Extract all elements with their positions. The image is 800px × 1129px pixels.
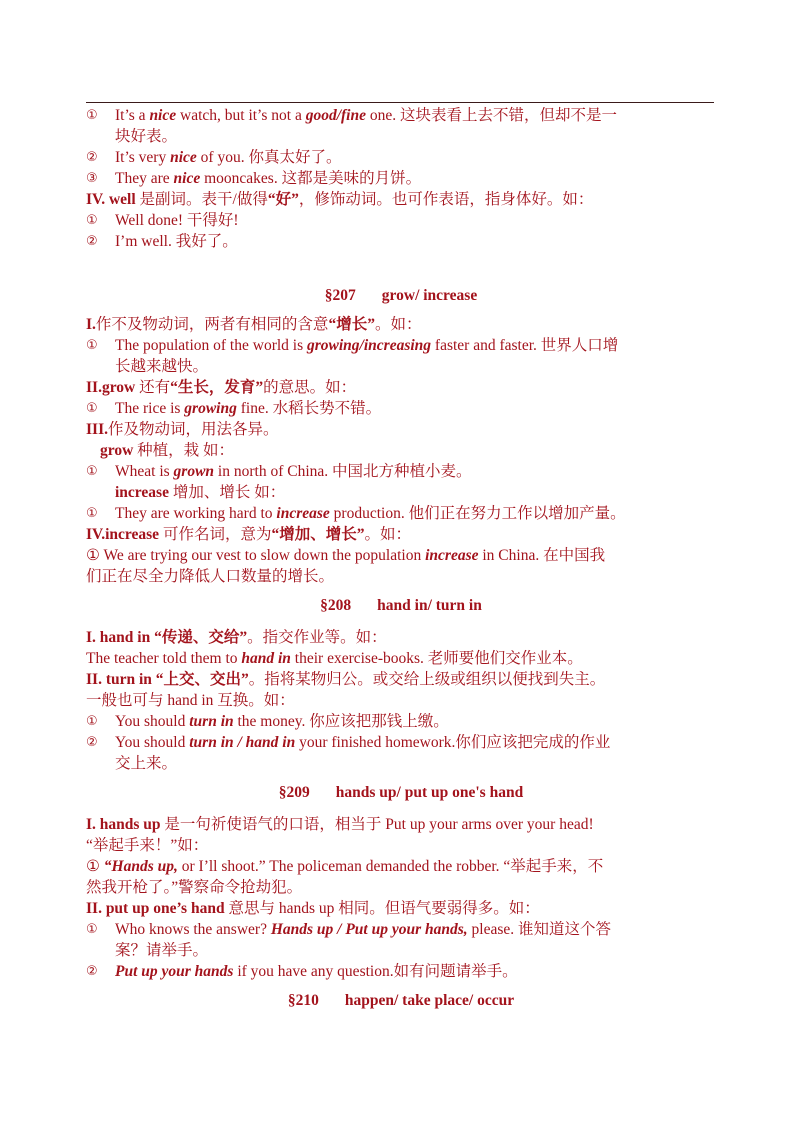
body-text: You should: [115, 713, 190, 730]
body-text: 是一句祈使语气的口语，相当于 Put up your arms over your head!: [164, 816, 594, 833]
body-text: Well done! 干得好!: [115, 212, 239, 229]
body-text: your finished homework.你们应该把完成的作业: [295, 734, 611, 751]
text-line: [86, 877, 716, 898]
body-text: the money. 你应该把那钱上缴。: [233, 713, 449, 730]
body-text: It’s a: [115, 107, 150, 124]
item-number: ②: [86, 735, 98, 750]
emphasis-text: Hands up / Put up your hands,: [270, 921, 468, 938]
body-text: if you have any question.如有问题请举手。: [233, 963, 518, 980]
spacer: [86, 616, 716, 627]
body-text: 。如：: [374, 316, 422, 333]
emphasis-text: “增长”: [328, 316, 375, 333]
example-item: [86, 919, 716, 940]
section-number: §210: [287, 992, 319, 1009]
emphasis-text: II. put up one’s hand: [86, 900, 229, 917]
emphasis-text: “生长，发育”: [170, 379, 264, 396]
body-text: They are: [115, 170, 174, 187]
body-text: in north of China. 中国北方种植小麦。: [214, 463, 472, 480]
item-number: ①: [86, 714, 98, 729]
body-text: 案？请举手。: [115, 942, 209, 959]
item-number: ①: [86, 213, 98, 228]
text-line: [86, 627, 716, 648]
spacer: [86, 306, 716, 314]
body-text: ①: [86, 858, 104, 875]
body-text: production. 他们正在努力工作以增加产量。: [329, 505, 626, 522]
text-line: [86, 545, 716, 566]
emphasis-text: grown: [173, 463, 215, 480]
body-text: 作不及物动词，两者有相同的含意: [95, 316, 329, 333]
section-title: hand in/ turn in: [377, 597, 482, 614]
text-line: [86, 356, 716, 377]
body-text: They are working hard to: [115, 505, 277, 522]
body-text: ① We are trying our vest to slow down the population: [86, 547, 426, 564]
example-item: [86, 398, 716, 419]
item-number: ①: [86, 506, 98, 521]
example-item: [86, 461, 716, 482]
spacer: [86, 587, 716, 595]
body-text: 意思与 hands up 相同。但语气要弱得多。如：: [228, 900, 540, 917]
body-text: 是副词。表干/做得: [139, 191, 268, 208]
body-text: 。指交作业等。如：: [247, 629, 387, 646]
section-number: §209: [278, 784, 310, 801]
body-text: The rice is: [115, 400, 185, 417]
body-text: 的意思。如：: [263, 379, 357, 396]
emphasis-text: nice: [173, 170, 201, 187]
body-text: It’s very: [115, 149, 171, 166]
body-text: 长越来越快。: [115, 358, 209, 375]
body-text: faster and faster. 世界人口增: [431, 337, 619, 354]
item-number: ②: [86, 150, 98, 165]
text-line: [86, 126, 716, 147]
emphasis-text: growing/increasing: [307, 337, 432, 354]
body-text: 交上来。: [115, 755, 178, 772]
emphasis-text: growing: [184, 400, 237, 417]
body-text: 块好表。: [115, 128, 178, 145]
body-text: please. 谁知道这个答: [467, 921, 612, 938]
body-text: mooncakes. 这都是美味的月饼。: [200, 170, 422, 187]
body-text: 一般也可与 hand in 互换。如：: [86, 692, 295, 709]
emphasis-text: grow: [100, 442, 138, 459]
body-text: 。指将某物归公。或交给上级或组织以便找到失主。: [248, 671, 606, 688]
body-text: “举起手来！”如：: [86, 837, 209, 854]
emphasis-text: hand in: [241, 650, 291, 667]
example-item: [86, 503, 716, 524]
example-item: [86, 105, 716, 126]
emphasis-text: “增加、增长”: [271, 526, 365, 543]
example-item: [86, 711, 716, 732]
text-line: [86, 189, 716, 210]
section-number: §207: [324, 287, 356, 304]
text-line: [86, 753, 716, 774]
emphasis-text: IV.increase: [86, 526, 163, 543]
emphasis-text: turn in / hand in: [189, 734, 296, 751]
body-text: 可作名词，意为: [162, 526, 272, 543]
body-text: 然我开枪了。”警察命令抢劫犯。: [86, 879, 303, 896]
emphasis-text: increase: [276, 505, 330, 522]
example-item: [86, 961, 716, 982]
emphasis-text: III.: [86, 421, 108, 438]
emphasis-text: I.: [86, 316, 96, 333]
emphasis-text: increase: [115, 484, 173, 501]
section-number: §208: [320, 597, 352, 614]
emphasis-text: “好”: [267, 191, 299, 208]
body-text: of you. 你真太好了。: [196, 149, 342, 166]
item-number: ②: [86, 234, 98, 249]
section-heading: [86, 782, 716, 803]
example-item: [86, 732, 716, 753]
body-text: in China. 在中国我: [478, 547, 606, 564]
item-number: ①: [86, 108, 98, 123]
top-divider: [86, 102, 714, 103]
emphasis-text: I. hands up: [86, 816, 165, 833]
text-line: [86, 314, 716, 335]
body-text: 种植，栽 如：: [137, 442, 235, 459]
example-item: [86, 210, 716, 231]
item-number: ①: [86, 338, 98, 353]
emphasis-text: “上交、交出”: [155, 671, 249, 688]
body-text: Who knows the answer?: [115, 921, 271, 938]
emphasis-text: II.grow: [86, 379, 140, 396]
text-line: [86, 440, 716, 461]
text-line: [86, 835, 716, 856]
emphasis-text: nice: [149, 107, 177, 124]
example-item: [86, 335, 716, 356]
body-text: one. 这块表看上去不错，但却不是一: [365, 107, 617, 124]
example-item: [86, 168, 716, 189]
spacer: [86, 774, 716, 782]
body-text: The teacher told them to: [86, 650, 242, 667]
body-text: ，修饰动词。也可作表语，指身体好。如：: [298, 191, 594, 208]
section-title: hands up/ put up one's hand: [335, 784, 524, 801]
section-heading: [86, 595, 716, 616]
body-text: watch, but it’s not a: [176, 107, 306, 124]
text-line: [86, 377, 716, 398]
body-text: Wheat is: [115, 463, 174, 480]
example-item: [86, 147, 716, 168]
emphasis-text: nice: [170, 149, 197, 166]
body-text: their exercise-books. 老师要他们交作业本。: [290, 650, 583, 667]
text-line: [86, 648, 716, 669]
section-title: happen/ take place/ occur: [344, 992, 515, 1009]
emphasis-text: turn in: [189, 713, 234, 730]
spacer: [86, 252, 716, 285]
item-number: ①: [86, 464, 98, 479]
text-line: [86, 482, 716, 503]
emphasis-text: increase: [425, 547, 479, 564]
text-line: [86, 856, 716, 877]
item-number: ③: [86, 171, 98, 186]
text-line: [86, 419, 716, 440]
item-number: ①: [86, 922, 98, 937]
body-text: You should: [115, 734, 190, 751]
body-text: or I’ll shoot.” The policeman demanded the robber. “举起手来，不: [177, 858, 604, 875]
spacer: [86, 982, 716, 990]
text-line: [86, 669, 716, 690]
emphasis-text: I. hand in: [86, 629, 155, 646]
text-line: [86, 814, 716, 835]
body-text: 们正在尽全力降低人口数量的增长。: [86, 568, 335, 585]
item-number: ②: [86, 964, 98, 979]
emphasis-text: IV. well: [86, 191, 140, 208]
body-text: The population of the world is: [115, 337, 307, 354]
emphasis-text: II. turn in: [86, 671, 156, 688]
emphasis-text: “传递、交给”: [154, 629, 248, 646]
emphasis-text: good/fine: [305, 107, 366, 124]
emphasis-text: Put up your hands: [115, 963, 234, 980]
body-text: fine. 水稻长势不错。: [236, 400, 382, 417]
spacer: [86, 803, 716, 814]
body-text: 作及物动词，用法各异。: [107, 421, 279, 438]
text-line: [86, 898, 716, 919]
body-text: 。如：: [364, 526, 411, 543]
text-line: [86, 690, 716, 711]
text-line: [86, 566, 716, 587]
text-line: [86, 524, 716, 545]
body-text: 还有: [139, 379, 171, 396]
emphasis-text: “Hands up,: [103, 858, 178, 875]
body-text: 增加、增长 如：: [172, 484, 286, 501]
example-item: [86, 231, 716, 252]
section-heading: [86, 285, 716, 306]
text-line: [86, 940, 716, 961]
body-text: I’m well. 我好了。: [115, 233, 238, 250]
section-title: grow/ increase: [381, 287, 478, 304]
document-body: [86, 105, 716, 1011]
section-heading: [86, 990, 716, 1011]
item-number: ①: [86, 401, 98, 416]
